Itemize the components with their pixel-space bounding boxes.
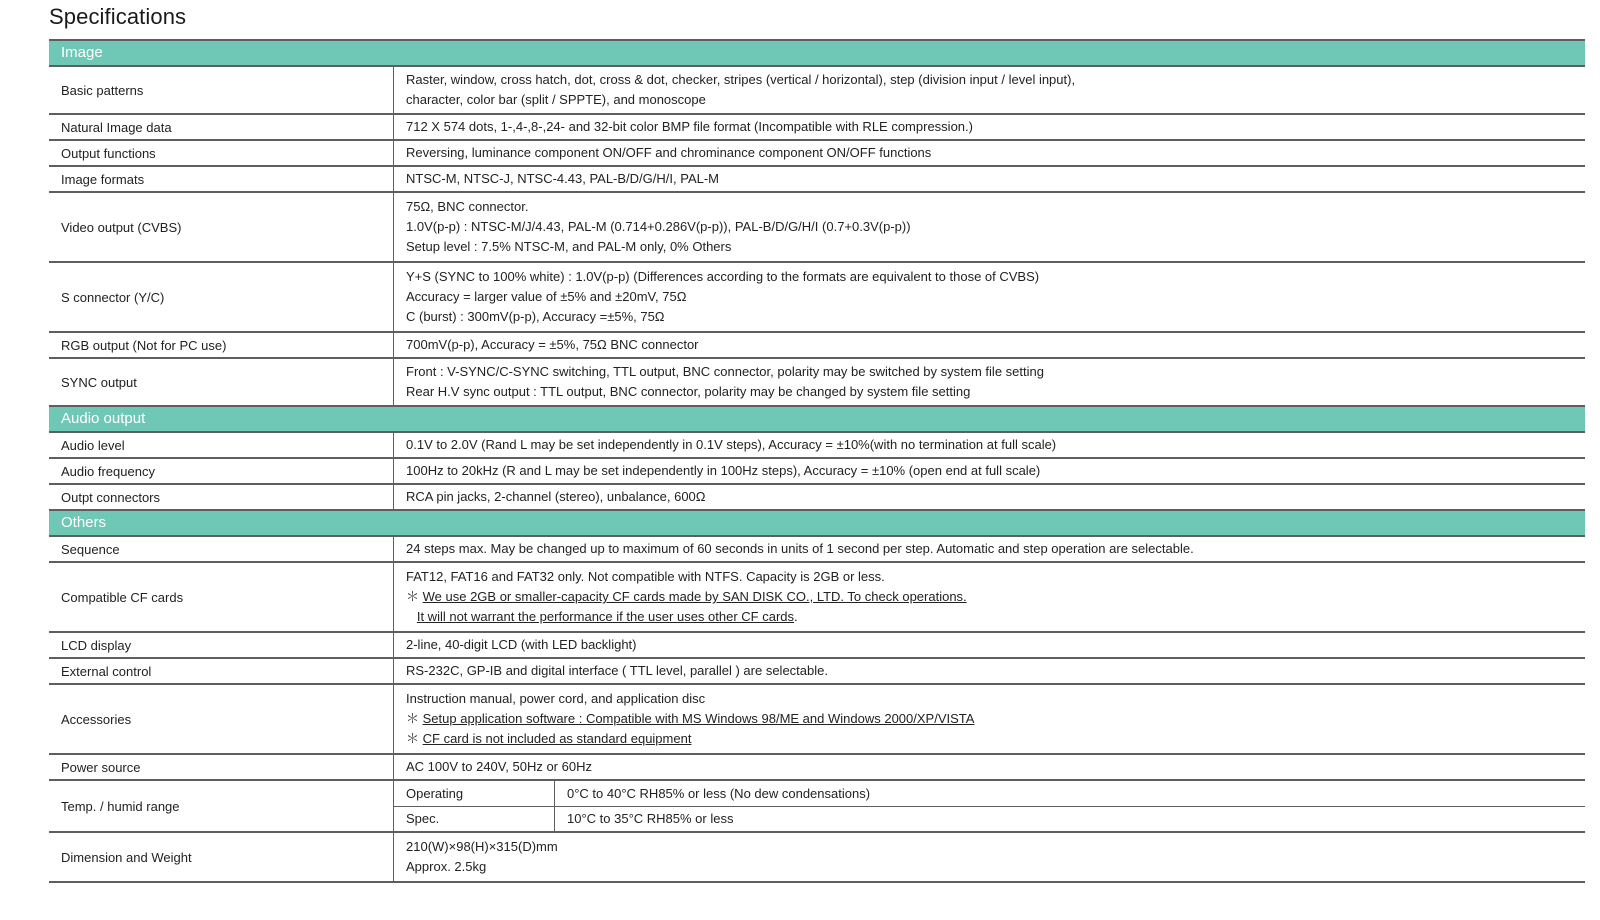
spec-sublabel: Operating (394, 781, 555, 806)
spec-value (394, 659, 1585, 683)
spec-label: Power source (49, 755, 394, 779)
spec-value-line: Reversing, luminance component ON/OFF and chrominance component ON/OFF functions (406, 145, 932, 160)
note-tail: . (794, 609, 798, 624)
specifications-table (49, 39, 1585, 883)
spec-row (49, 633, 1585, 659)
spec-row (49, 459, 1585, 485)
spec-label: Basic patterns (49, 67, 394, 113)
spec-value-line: Y+S (SYNC to 100% white) : 1.0V(p-p) (Differences according to the formats are equivalent to those of CVBS) (406, 269, 1040, 284)
spec-value-line: Setup level : 7.5% NTSC-M, and PAL-M only, 0% Others (406, 239, 732, 254)
spec-value-line: RCA pin jacks, 2-channel (stereo), unbalance, 600Ω (406, 489, 706, 504)
spec-value (394, 563, 1585, 631)
spec-sublabel: Spec. (394, 807, 555, 832)
spec-value (394, 459, 1585, 483)
spec-value-line: 1.0V(p-p) : NTSC-M/J/4.43, PAL-M (0.714+0.286V(p-p)), PAL-B/D/G/H/I (0.7+0.3V(p-p)) (406, 219, 911, 234)
spec-value-line: Approx. 2.5kg (406, 859, 487, 874)
spec-value-line: Accuracy = larger value of ±5% and ±20mV, 75Ω (406, 289, 687, 304)
spec-value (394, 685, 1585, 753)
spec-subrow (394, 806, 1585, 832)
spec-note (406, 607, 1585, 627)
spec-value-line: Rear H.V sync output : TTL output, BNC connector, polarity may be changed by system file setting (406, 384, 971, 399)
spec-label: Audio frequency (49, 459, 394, 483)
spec-value (394, 115, 1585, 139)
spec-row (49, 781, 1585, 833)
spec-label: S connector (Y/C) (49, 263, 394, 331)
spec-row (49, 193, 1585, 263)
spec-label: Outpt connectors (49, 485, 394, 509)
spec-label: External control (49, 659, 394, 683)
spec-value (394, 833, 1585, 881)
note-text: Setup application software : Compatible with MS Windows 98/ME and Windows 2000/XP/VISTA (422, 711, 975, 726)
note-asterisk-icon: ＊ (406, 711, 423, 726)
spec-value-line: 100Hz to 20kHz (R and L may be set independently in 100Hz steps), Accuracy = ±10% (open end at full scale) (406, 463, 1041, 478)
spec-value-line: Front : V-SYNC/C-SYNC switching, TTL output, BNC connector, polarity may be switched by system file setting (406, 364, 1044, 379)
note-asterisk-icon (406, 609, 417, 624)
spec-subgrid (394, 781, 1585, 831)
spec-value-line: C (burst) : 300mV(p-p), Accuracy =±5%, 75Ω (406, 309, 665, 324)
spec-value-line: RS-232C, GP-IB and digital interface ( TTL level, parallel ) are selectable. (406, 663, 828, 678)
spec-label: Image formats (49, 167, 394, 191)
spec-label: SYNC output (49, 359, 394, 405)
spec-row (49, 755, 1585, 781)
spec-label: Output functions (49, 141, 394, 165)
spec-value-line: Instruction manual, power cord, and application disc (406, 691, 706, 706)
spec-value (394, 485, 1585, 509)
spec-row (49, 659, 1585, 685)
spec-row (49, 115, 1585, 141)
spec-row (49, 485, 1585, 511)
spec-label: Natural Image data (49, 115, 394, 139)
spec-value-line: FAT12, FAT16 and FAT32 only. Not compatible with NTFS. Capacity is 2GB or less. (406, 569, 885, 584)
spec-value (394, 333, 1585, 357)
spec-row (49, 685, 1585, 755)
spec-value (394, 633, 1585, 657)
spec-subrow (394, 781, 1585, 806)
spec-row (49, 67, 1585, 115)
spec-note (406, 587, 1585, 607)
spec-value (394, 263, 1585, 331)
note-text: It will not warrant the performance if the user uses other CF cards (416, 609, 795, 624)
spec-row (49, 563, 1585, 633)
spec-label: LCD display (49, 633, 394, 657)
spec-value (394, 167, 1585, 191)
spec-label: Dimension and Weight (49, 833, 394, 881)
spec-value (394, 193, 1585, 261)
note-asterisk-icon: ＊ (406, 731, 423, 746)
spec-value-line: 2-line, 40-digit LCD (with LED backlight) (406, 637, 637, 652)
spec-value-line: 0.1V to 2.0V (Rand L may be set independently in 0.1V steps), Accuracy = ±10%(with no termination at full scale) (406, 437, 1057, 452)
spec-value-line: AC 100V to 240V, 50Hz or 60Hz (406, 759, 592, 774)
spec-value-line: character, color bar (split / SPPTE), and monoscope (406, 92, 706, 107)
spec-subvalue: 0°C to 40°C RH85% or less (No dew condensations) (567, 785, 871, 801)
spec-note (406, 729, 1585, 749)
spec-value-line: 210(W)×98(H)×315(D)mm (406, 839, 558, 854)
spec-value (394, 141, 1585, 165)
spec-value (394, 755, 1585, 779)
spec-row (49, 537, 1585, 563)
spec-value-line: 75Ω, BNC connector. (406, 199, 529, 214)
spec-label: Sequence (49, 537, 394, 561)
spec-value (394, 537, 1585, 561)
spec-row (49, 263, 1585, 333)
spec-row (49, 141, 1585, 167)
spec-label: RGB output (Not for PC use) (49, 333, 394, 357)
spec-row (49, 359, 1585, 407)
spec-value (394, 67, 1585, 113)
spec-label: Compatible CF cards (49, 563, 394, 631)
spec-label: Video output (CVBS) (49, 193, 394, 261)
section-header: Image (49, 41, 1585, 67)
spec-value (394, 433, 1585, 457)
note-text: CF card is not included as standard equipment (422, 731, 692, 746)
spec-row (49, 833, 1585, 883)
spec-label: Audio level (49, 433, 394, 457)
spec-value-line: 712 X 574 dots, 1-,4-,8-,24- and 32-bit color BMP file format (Incompatible with RLE compression.) (406, 119, 973, 134)
spec-row (49, 167, 1585, 193)
spec-row (49, 333, 1585, 359)
spec-value-line: Raster, window, cross hatch, dot, cross & dot, checker, stripes (vertical / horizontal), step (division input / level input), (406, 72, 1076, 87)
spec-value-line: NTSC-M, NTSC-J, NTSC-4.43, PAL-B/D/G/H/I, PAL-M (406, 171, 719, 186)
note-text: We use 2GB or smaller-capacity CF cards made by SAN DISK CO., LTD. To check operations. (422, 589, 967, 604)
section-header: Audio output (49, 407, 1585, 433)
spec-value-line: 24 steps max. May be changed up to maximum of 60 seconds in units of 1 second per step. Automatic and step operation are selectable. (406, 541, 1194, 556)
note-asterisk-icon: ＊ (406, 589, 423, 604)
spec-value-line: 700mV(p-p), Accuracy = ±5%, 75Ω BNC connector (406, 337, 699, 352)
page-title: Specifications (49, 4, 187, 29)
spec-label: Accessories (49, 685, 394, 753)
spec-row (49, 433, 1585, 459)
spec-label: Temp. / humid range (49, 781, 394, 831)
spec-note (406, 709, 1585, 729)
spec-value (394, 359, 1585, 405)
section-header: Others (49, 511, 1585, 537)
spec-subvalue: 10°C to 35°C RH85% or less (567, 811, 734, 827)
